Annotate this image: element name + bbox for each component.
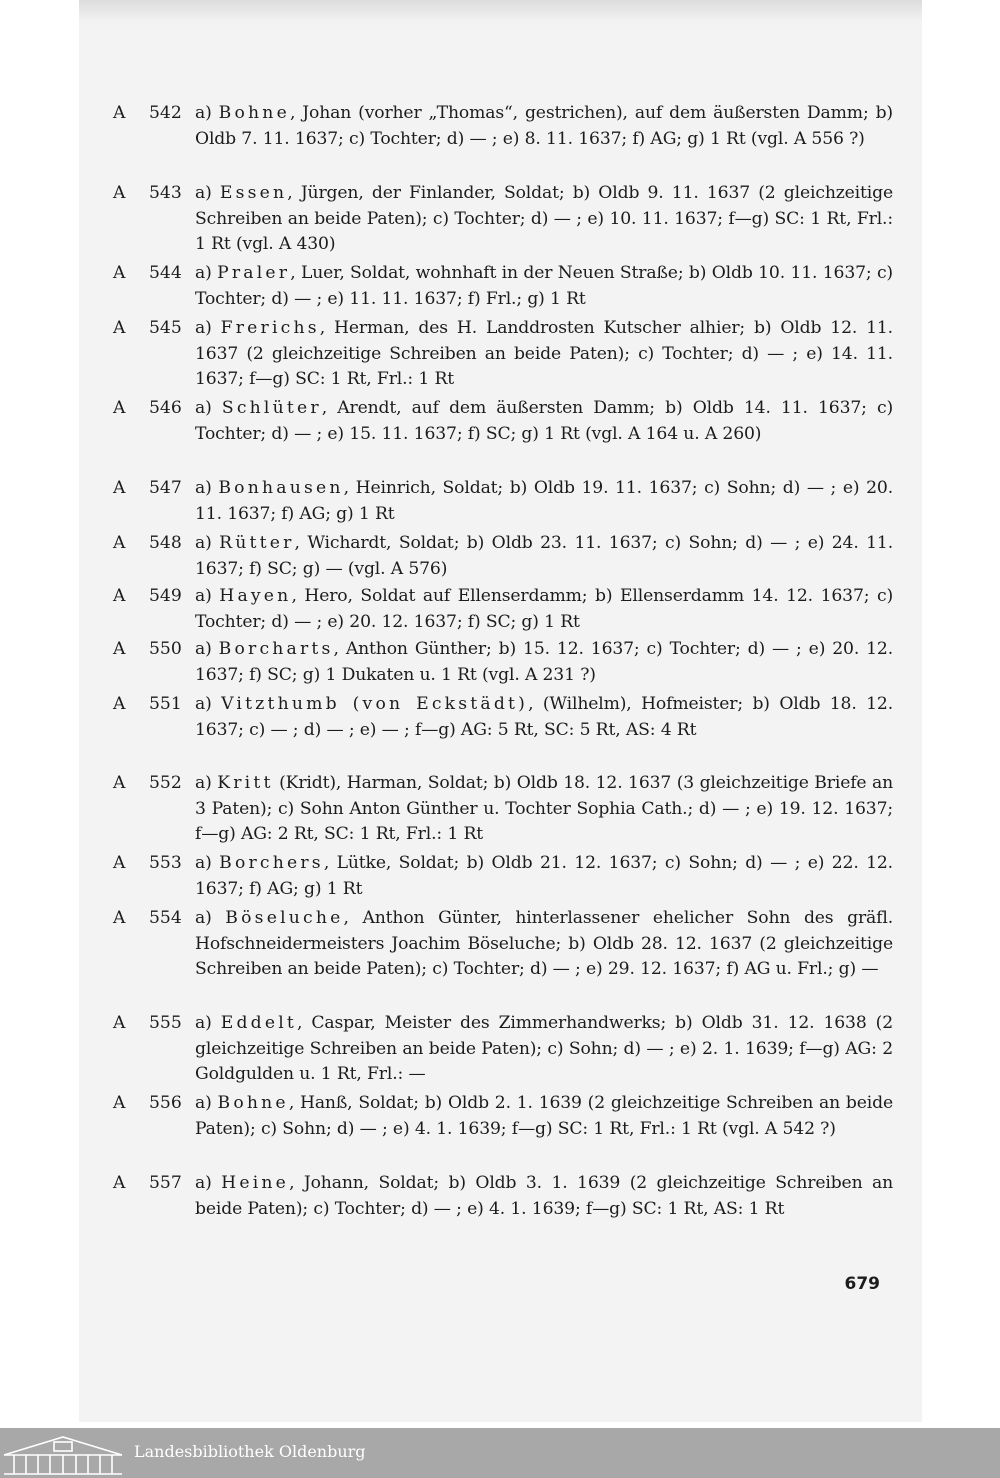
entry-details: , (Wilhelm), Hofmeister; b) Oldb 18. 12. 1637; c) — ; d) — ; e) — ; f—g) AG: 5 Rt, SC: 5 Rt, AS: 4 Rt (195, 694, 894, 740)
entry-marker: a) (195, 694, 222, 714)
entry-surname: Eddelt (220, 1013, 298, 1033)
entry-details: , Caspar, Meister des Zimmerhandwerks; b) Oldb 31. 12. 1638 (2 gleichzeitige Schreiben an beide Paten); c) Sohn; d) — ; e) 2. 1. 1639; f—g) AG: 2 Goldgulden u. 1 Rt, Frl.: — (195, 1013, 894, 1084)
entry-number: 545 (149, 318, 182, 338)
entry-surname: Borchers (219, 853, 324, 873)
entry-details: , Anthon Günter, hinterlassener ehelicher Sohn des gräfl. Hofschneidermeisters Joachim Böseluche; b) Oldb 28. 12. 1637 (2 gleichzeitige Schreiben an beide Paten); c) Tochter; d) — ; e) 29. 12. 1637; f) AG u. Frl.; g) — (195, 908, 894, 979)
entry-number: 543 (149, 183, 182, 203)
entry-marker: a) (195, 478, 219, 498)
entry-prefix: A (113, 533, 126, 553)
entry-surname: Bohne (218, 103, 290, 123)
register-entry (113, 1171, 893, 1222)
entry-details: , Arendt, auf dem äußersten Damm; b) Oldb 14. 11. 1637; c) Tochter; d) — ; e) 15. 11. 1637; f) SC; g) 1 Rt (vgl. A 164 u. A 260) (195, 398, 893, 444)
entry-text (195, 771, 893, 848)
entry-text (195, 692, 893, 743)
entry-text (195, 637, 893, 688)
entry-marker: a) (195, 183, 220, 203)
entry-prefix: A (113, 1093, 126, 1113)
entry-marker: a) (195, 1013, 221, 1033)
entry-number: 548 (149, 533, 182, 553)
entry-number: 554 (149, 908, 182, 928)
entry-id (113, 584, 193, 610)
entry-details: , Jürgen, der Finlander, Soldat; b) Oldb 9. 11. 1637 (2 gleichzeitige Schreiben an beide Paten); c) Tochter; d) — ; e) 10. 11. 1637; f—g) SC: 1 Rt, Frl.: 1 Rt (vgl. A 430) (195, 183, 893, 254)
entry-details: (Kridt), Harman, Soldat; b) Oldb 18. 12. 1637 (3 gleichzeitige Briefe an 3 Paten); c) Sohn Anton Günther u. Tochter Sophia Cath.; d) — ; e) 19. 12. 1637; f—g) AG: 2 Rt, SC: 1 Rt, Frl.: 1 Rt (195, 773, 893, 844)
entry-id (113, 476, 193, 502)
register-entry (113, 316, 893, 393)
entry-text (195, 531, 893, 582)
entry-details: , Luer, Soldat, wohnhaft in der Neuen Straße; b) Oldb 10. 11. 1637; c) Tochter; d) — ; e) 11. 11. 1637; f) Frl.; g) 1 Rt (195, 263, 893, 309)
entry-details: , Heinrich, Soldat; b) Oldb 19. 11. 1637; c) Sohn; d) — ; e) 20. 11. 1637; f) AG; g) 1 Rt (195, 478, 894, 524)
entry-id (113, 316, 193, 342)
entry-prefix: A (113, 1013, 126, 1033)
entry-number: 542 (149, 103, 182, 123)
register-entry (113, 906, 893, 983)
entry-details: , Wichardt, Soldat; b) Oldb 23. 11. 1637; c) Sohn; d) — ; e) 24. 11. 1637; f) SC; g) — (vgl. A 576) (195, 533, 894, 579)
entry-prefix: A (113, 853, 126, 873)
entry-surname: Kritt (217, 773, 274, 793)
entry-surname: Heine (221, 1173, 290, 1193)
entry-prefix: A (113, 478, 126, 498)
footer-bar (0, 1428, 1000, 1478)
register-entry (113, 1011, 893, 1088)
entry-surname: Praler (217, 263, 291, 283)
entry-text (195, 476, 893, 527)
entry-surname: Bonhausen (218, 478, 344, 498)
entry-number: 547 (149, 478, 182, 498)
entry-id (113, 1171, 193, 1197)
entry-text (195, 261, 893, 312)
entry-marker: a) (195, 318, 221, 338)
register-entry (113, 101, 893, 152)
entry-surname: Bohne (217, 1093, 289, 1113)
entry-surname: Borcharts (218, 639, 334, 659)
entry-marker: a) (195, 908, 226, 928)
entry-prefix: A (113, 1173, 126, 1193)
entry-text (195, 851, 893, 902)
entry-prefix: A (113, 694, 126, 714)
entry-number: 556 (149, 1093, 182, 1113)
entry-text (195, 584, 893, 635)
entry-id (113, 101, 193, 127)
page-number: 679 (844, 1274, 880, 1294)
entry-details: , Johann, Soldat; b) Oldb 3. 1. 1639 (2 gleichzeitige Schreiben an beide Paten); c) Tochter; d) — ; e) 4. 1. 1639; f—g) SC: 1 Rt, AS: 1 Rt (195, 1173, 893, 1219)
register-entry (113, 1091, 893, 1142)
entry-number: 550 (149, 639, 182, 659)
entry-surname: Böseluche (225, 908, 344, 928)
entry-text (195, 396, 893, 447)
entry-text (195, 181, 893, 258)
register-entry (113, 692, 893, 743)
entry-id (113, 181, 193, 207)
entry-surname: Vitzthumb (von Eckstädt) (221, 694, 529, 714)
entry-number: 544 (149, 263, 182, 283)
entry-id (113, 771, 193, 797)
entry-id (113, 637, 193, 663)
entry-marker: a) (195, 533, 220, 553)
register-entry (113, 261, 893, 312)
entry-surname: Rütter (219, 533, 295, 553)
entry-prefix: A (113, 263, 126, 283)
entry-marker: a) (195, 639, 219, 659)
entry-id (113, 906, 193, 932)
register-entry (113, 181, 893, 258)
entry-number: 553 (149, 853, 182, 873)
entry-text (195, 1171, 893, 1222)
entry-id (113, 692, 193, 718)
register-entry (113, 476, 893, 527)
entry-prefix: A (113, 398, 126, 418)
entry-prefix: A (113, 773, 126, 793)
entry-prefix: A (113, 586, 126, 606)
entry-prefix: A (113, 639, 126, 659)
entry-details: , Hanß, Soldat; b) Oldb 2. 1. 1639 (2 gleichzeitige Schreiben an beide Paten); c) Sohn; d) — ; e) 4. 1. 1639; f—g) SC: 1 Rt, Frl.: 1 Rt (vgl. A 542 ?) (195, 1093, 894, 1139)
entry-number: 555 (149, 1013, 182, 1033)
register-entry (113, 396, 893, 447)
scan-top-shadow (79, 0, 922, 22)
entry-id (113, 396, 193, 422)
entry-text (195, 1011, 893, 1088)
entry-text (195, 1091, 893, 1142)
register-entry (113, 851, 893, 902)
register-entry (113, 771, 893, 848)
entry-details: , Hero, Soldat auf Ellenserdamm; b) Ellenserdamm 14. 12. 1637; c) Tochter; d) — ; e) 20. 12. 1637; f) SC; g) 1 Rt (195, 586, 894, 632)
register-entry (113, 637, 893, 688)
entry-surname: Frerichs (220, 318, 320, 338)
entry-prefix: A (113, 183, 126, 203)
entry-surname: Essen (219, 183, 288, 203)
entry-surname: Schlüter (221, 398, 322, 418)
entry-marker: a) (195, 103, 219, 123)
entry-number: 557 (149, 1173, 182, 1193)
entry-details: , Lütke, Soldat; b) Oldb 21. 12. 1637; c) Sohn; d) — ; e) 22. 12. 1637; f) AG; g) 1 Rt (195, 853, 893, 899)
entry-prefix: A (113, 103, 126, 123)
entry-id (113, 531, 193, 557)
entry-surname: Hayen (219, 586, 292, 606)
entry-marker: a) (195, 1173, 222, 1193)
entry-number: 552 (149, 773, 182, 793)
entry-marker: a) (195, 773, 218, 793)
entry-marker: a) (195, 1093, 218, 1113)
entry-text (195, 906, 893, 983)
register-entry (113, 584, 893, 635)
entry-details: , Herman, des H. Landdrosten Kutscher alhier; b) Oldb 12. 11. 1637 (2 gleichzeitige Schreiben an beide Paten); c) Tochter; d) — ; e) 14. 11. 1637; f—g) SC: 1 Rt, Frl.: 1 Rt (195, 318, 894, 389)
entry-text (195, 316, 893, 393)
entry-details: , Anthon Günther; b) 15. 12. 1637; c) Tochter; d) — ; e) 20. 12. 1637; f) SC; g) 1 Dukaten u. 1 Rt (vgl. A 231 ?) (195, 639, 894, 685)
entry-id (113, 1091, 193, 1117)
entry-prefix: A (113, 908, 126, 928)
entry-id (113, 851, 193, 877)
library-name: Landesbibliothek Oldenburg (134, 1442, 366, 1461)
entry-marker: a) (195, 586, 220, 606)
entry-id (113, 1011, 193, 1037)
entry-number: 549 (149, 586, 182, 606)
entry-marker: a) (195, 398, 222, 418)
document-page (79, 96, 922, 1396)
entry-marker: a) (195, 263, 218, 283)
entry-number: 551 (149, 694, 182, 714)
register-entry (113, 531, 893, 582)
entry-id (113, 261, 193, 287)
entry-text (195, 101, 893, 152)
entry-details: , Johan (vorher „Thomas“, gestrichen), auf dem äußersten Damm; b) Oldb 7. 11. 1637; c) Tochter; d) — ; e) 8. 11. 1637; f) AG; g) 1 Rt (vgl. A 556 ?) (195, 103, 893, 149)
library-building-icon (2, 1433, 124, 1476)
entry-marker: a) (195, 853, 220, 873)
entry-prefix: A (113, 318, 126, 338)
entry-number: 546 (149, 398, 182, 418)
